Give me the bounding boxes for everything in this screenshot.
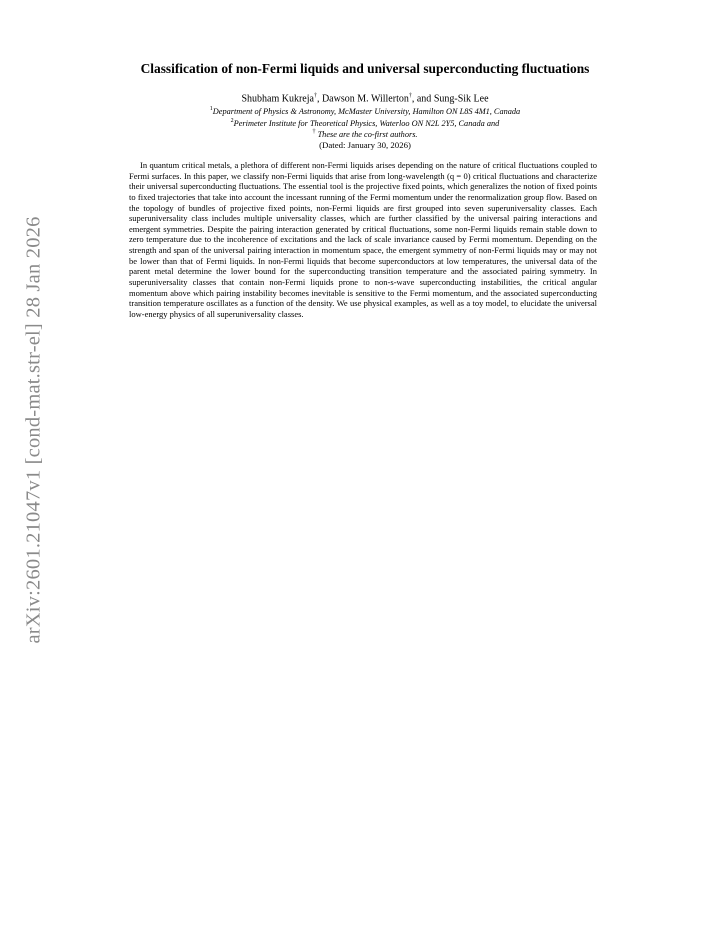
- affiliation-text: Department of Physics & Astronomy, McMaster University, Hamilton ON L8S 4M1, Canada: [212, 106, 521, 116]
- abstract: In quantum critical metals, a plethora of different non-Fermi liquids arises depending on the nature of critical fluctuations coupled to Fermi surfaces. In this paper, we classify non-Fermi liquids that arise from long-wavelength (q = 0) critical fluctuations and characterize their universal superconducting fluctuations. The essential tool is the projective fixed points, which generalizes the notion of fixed points to fixed trajectories that take into account the incessant running of the Fermi momentum under the renormalization group flow. Based on the topology of bundles of projective fixed points, non-Fermi liquids are first grouped into seven superuniversality classes. Each superuniversality class includes multiple universality classes, which are further classified by the universal pairing interactions and emergent symmetries. Despite the pairing interaction generated by critical fluctuations, some non-Fermi liquids remain stable down to zero temperature due to the incoherence of excitations and the lack of scale invariance caused by Fermi momentum. Depending on the strength and span of the universal pairing interaction in momentum space, the emergent symmetry of non-Fermi liquids may or may not be lower than that of Fermi liquids. In non-Fermi liquids that become superconductors at low temperatures, the universal data of the parent metal determine the lower bound for the superconducting transition temperature and the associated pairing symmetry. In superuniversality classes that contain non-Fermi liquids prone to non-s-wave superconducting instabilities, the critical angular momentum above which pairing instability becomes inevitable is sensitive to the Fermi momentum, and the associated superconducting transition temperature oscillates as a function of the density. We use physical examples, as well as a toy model, to elucidate the universal low-energy physics of all superuniversality classes.: [129, 160, 597, 319]
- co-first-authors-note: [60, 127, 670, 140]
- author-lee: Sung-Sik Lee: [433, 93, 489, 105]
- affiliation-mark: 2: [230, 118, 234, 124]
- co-first-mark: †: [408, 93, 412, 99]
- affiliation-mark: 1: [209, 105, 213, 112]
- affiliation-mark: †: [312, 129, 316, 135]
- co-first-mark: †: [313, 93, 317, 99]
- affiliation-text: Perimeter Institute for Theoretical Physics, Waterloo ON N2L 2Y5, Canada and: [233, 118, 500, 128]
- affiliation-mcmaster: [60, 104, 670, 117]
- arxiv-identifier-stamp: arXiv:2601.21047v1 [cond-mat.str-el] 28 Jan 2026: [22, 216, 45, 644]
- dated-line: (Dated: January 30, 2026): [319, 140, 411, 150]
- affiliation-text: These are the co-first authors.: [317, 129, 418, 139]
- author-separator: ,: [316, 93, 322, 105]
- author-separator: , and: [411, 93, 434, 105]
- author-willerton: Dawson M. Willerton: [321, 93, 409, 105]
- paper-title: Classification of non-Fermi liquids and universal superconducting fluctuations: [140, 61, 590, 76]
- author-kukreja: Shubham Kukreja: [241, 93, 314, 105]
